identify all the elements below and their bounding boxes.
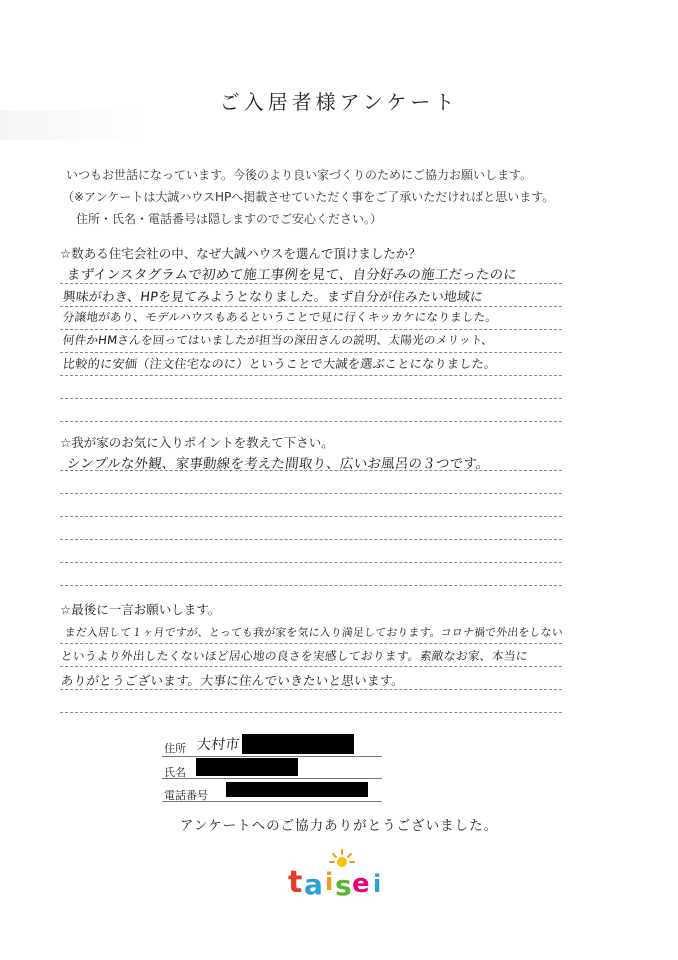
answer-3-line-1: まだ入居して１ヶ月ですが、とっても我が家を気に入り満足しております。コロナ禍で外出をしない xyxy=(64,626,564,639)
address-redaction xyxy=(242,734,354,754)
phone-line xyxy=(162,801,382,802)
answer-rule xyxy=(60,562,562,563)
intro-line-1: いつもお世話になっています。今後のより良い家づくりのためにご協力お願いします。 xyxy=(66,168,533,182)
phone-label: 電話番号 xyxy=(164,789,208,802)
taisei-logo xyxy=(284,846,394,904)
answer-rule xyxy=(60,585,562,586)
svg-text:s: s xyxy=(335,869,352,902)
answer-rule xyxy=(60,666,562,667)
intro-line-3: 住所・氏名・電話番号は隠しますのでご安心ください。） xyxy=(76,212,383,226)
answer-rule xyxy=(60,352,562,353)
address-label: 住所 xyxy=(164,742,186,755)
svg-text:t: t xyxy=(288,865,303,900)
answer-rule xyxy=(60,712,562,713)
answer-1-line-1: まずインスタグラムで初めて施工事例を見て、自分好みの施工だったのに xyxy=(66,267,518,283)
phone-redaction xyxy=(226,782,368,797)
svg-text:e: e xyxy=(352,869,370,899)
answer-3-line-3: ありがとうございます。大事に住んでいきたいと思います。 xyxy=(60,673,406,688)
question-3: ☆最後に一言お願いします。 xyxy=(60,602,221,617)
answer-rule xyxy=(60,493,562,494)
name-line xyxy=(162,778,382,779)
answer-1-line-3: 分譲地があり、モデルハウスもあるということで見に行くキッカケになりました。 xyxy=(62,310,498,324)
answer-rule xyxy=(60,539,562,540)
intro-line-2: （※アンケートは大誠ハウスHPへ掲載させていただく事をご了承いただければと思います。 xyxy=(62,190,555,204)
answer-rule xyxy=(60,398,562,399)
answer-1-line-4: 何件かHMさんを回ってはいましたが担当の深田さんの説明、太陽光のメリット、 xyxy=(62,333,494,347)
answer-1-line-2: 興味がわき、HPを見てみようとなりました。まず自分が住みたい地域に xyxy=(62,290,484,305)
answer-rule xyxy=(60,643,562,644)
answer-rule xyxy=(60,375,562,376)
answer-rule xyxy=(60,516,562,517)
question-2: ☆我が家のお気に入りポイントを教えて下さい。 xyxy=(60,435,334,450)
answer-rule xyxy=(60,283,562,284)
answer-rule xyxy=(60,421,562,422)
name-label: 氏名 xyxy=(164,766,186,779)
answer-rule xyxy=(60,329,562,330)
name-redaction xyxy=(196,758,298,776)
svg-text:i: i xyxy=(373,870,382,898)
page-title: ご入居者様アンケート xyxy=(219,90,459,114)
question-1: ☆数ある住宅会社の中、なぜ大誠ハウスを選んで頂けましたか？ xyxy=(60,246,421,261)
answer-rule xyxy=(60,306,562,307)
thanks-message: アンケートへのご協力ありがとうございました。 xyxy=(179,818,499,834)
answer-1-line-5: 比較的に安価（注文住宅なのに）ということで大誠を選ぶことになりました。 xyxy=(62,357,498,371)
svg-text:a: a xyxy=(304,868,323,901)
address-value: 大村市 xyxy=(196,737,241,753)
answer-2-line-1: シンプルな外観、家事動線を考えた間取り、広いお風呂の３つです。 xyxy=(66,456,491,472)
answer-3-line-2: というより外出したくないほど居心地の良さを実感しております。素敵なお家、本当に xyxy=(60,649,529,663)
svg-text:i: i xyxy=(325,868,334,896)
sun-icon xyxy=(330,850,354,867)
address-line xyxy=(162,756,382,757)
answer-rule xyxy=(60,689,562,690)
